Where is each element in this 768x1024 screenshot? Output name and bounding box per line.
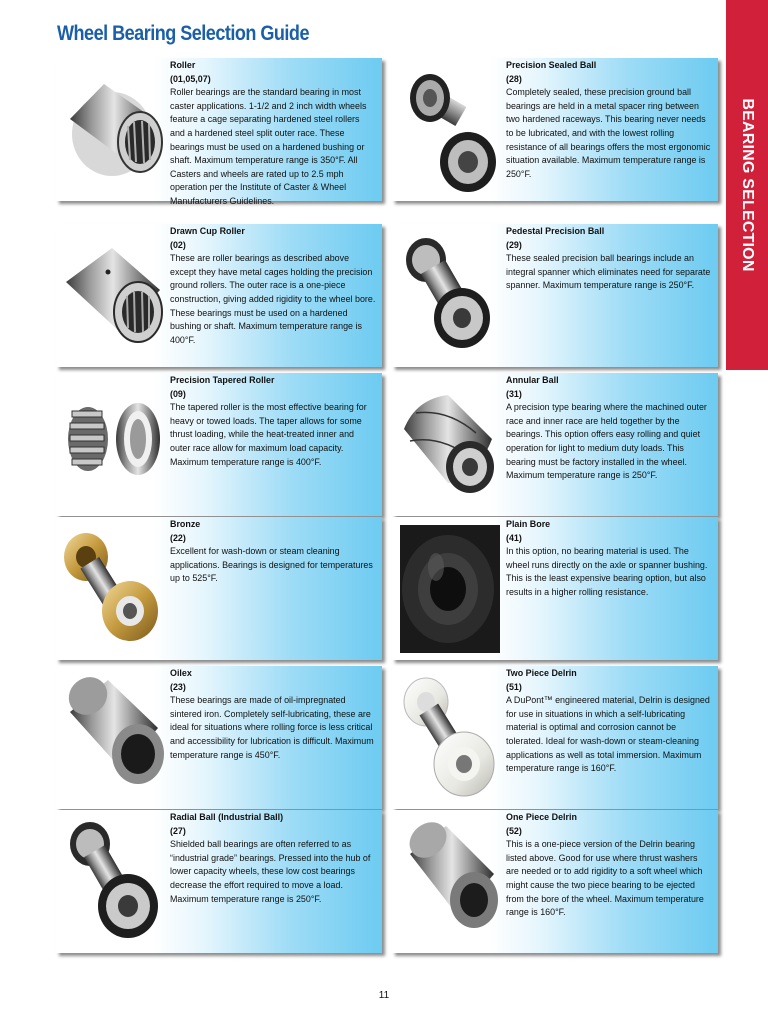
side-tab	[726, 0, 768, 370]
bearing-card-two-piece-delrin	[392, 666, 718, 809]
bearing-description: This is a one-piece version of the Delrin bearing listed above. Good for use where thrust washers are needed or to add rigidity to a soft wheel which might cause the two piece bearing to be ejected from the bore of the wheel. Maximum temperature range is 160°F.	[506, 839, 704, 919]
bearing-name: Precision Sealed Ball	[506, 60, 597, 71]
bearing-code: (51)	[506, 681, 522, 693]
pedestal-precision-ball-image	[396, 230, 500, 360]
bearing-description: A precision type bearing where the machined outer race and inner race are held together by the bearings. This option offers easy rolling and quiet operation for light to medium duty loads. This bearing must be factory installed in the wheel. Maximum temperature range is 250°F.	[506, 402, 707, 482]
bearing-description: These are roller bearings as described above except they have metal cages holding the precision ground rollers. The outer race is a one-piece construction, giving added rigidity to the wheel bore. These bearings must be used on a hardened bushing or shaft. Maximum temperature range is 400°F.	[170, 253, 376, 346]
bearing-code: (52)	[506, 825, 522, 837]
bearing-code: (29)	[506, 239, 522, 251]
bearing-card-annular-ball	[392, 373, 718, 516]
bearing-name: Two Piece Delrin	[506, 668, 577, 679]
bearing-card-bronze	[56, 517, 382, 660]
bearing-name: Bronze	[170, 519, 201, 530]
bearing-code: (01,05,07)	[170, 73, 211, 85]
bearing-description: Completely sealed, these precision ground ball bearings are held in a metal spacer ring between two hardened raceways. This bearing never needs to be lubricated, and with the lowest rolling resistance of all bearings offers the most ergonomic situation available. Maximum temperature range is 250°F.	[506, 87, 711, 180]
page-number: 11	[378, 990, 390, 1001]
bronze-bearing-image	[60, 523, 164, 653]
bearing-description: These bearings are made of oil-impregnated sintered iron. Completely self-lubricating, these are ideal for situations where rolling force is less critical and accessibility for lubrication is difficult. Maximum temperature range is 450°F.	[170, 695, 374, 761]
side-tab-label: BEARING SELECTION	[739, 98, 756, 272]
bearing-name: Drawn Cup Roller	[170, 226, 245, 237]
bearing-code: (27)	[170, 825, 186, 837]
bearing-card-oilex	[56, 666, 382, 809]
one-piece-delrin-image	[396, 816, 500, 946]
two-piece-delrin-image	[396, 672, 500, 802]
oilex-bearing-image	[60, 672, 164, 802]
bearing-description: The tapered roller is the most effective bearing for heavy or towed loads. The taper allows for some thrust loading, while the heat-treated inner and outer race allow for maximum load capacity. Maximum temperature range is 400°F.	[170, 402, 367, 468]
precision-sealed-ball-image	[396, 64, 500, 194]
bearing-description: These sealed precision ball bearings include an integral spanner which eliminates need for separate spanner. Maximum temperature range is 250°F.	[506, 253, 711, 292]
annular-ball-image	[396, 379, 500, 509]
bearing-code: (22)	[170, 532, 186, 544]
bearing-card-radial-ball	[56, 810, 382, 953]
bearing-card-roller	[56, 58, 382, 207]
plain-bore-image	[396, 523, 500, 653]
bearing-name: Pedestal Precision Ball	[506, 226, 605, 237]
bearing-code: (02)	[170, 239, 186, 251]
bearing-name: Roller	[170, 60, 196, 71]
bearing-card-plain-bore	[392, 517, 718, 660]
bearing-code: (09)	[170, 388, 186, 400]
bearing-code: (31)	[506, 388, 522, 400]
bearing-name: Oilex	[170, 668, 192, 679]
bearing-card-drawn-cup-roller	[56, 224, 382, 367]
radial-ball-image	[60, 816, 164, 946]
bearing-description: In this option, no bearing material is used. The wheel runs directly on the axle or spanner bushing. This is the least expensive bearing option, but also results in a higher rolling resistance.	[506, 546, 708, 598]
bearing-description: Roller bearings are the standard bearing in most caster applications. 1-1/2 and 2 inch width wheels feature a cage separating hardened steel rollers and a hardened steel split outer race. These bearings must be used on a hardened bushing or shaft. Maximum temperature range is 350°F. All Casters and wheels are rated up to 2.5 mph operation per the Institute of Caster & Wheel Manufacturers Guidelines.	[170, 87, 367, 207]
bearing-name: Precision Tapered Roller	[170, 375, 275, 386]
bearing-card-one-piece-delrin	[392, 810, 718, 953]
drawn-cup-roller-image	[60, 230, 164, 360]
bearing-card-precision-sealed-ball	[392, 58, 718, 201]
bearing-card-pedestal-precision-ball	[392, 224, 718, 367]
bearing-description: Excellent for wash-down or steam cleaning applications. Bearings is designed for temperatures up to 525°F.	[170, 546, 373, 585]
bearing-description: Shielded ball bearings are often referred to as “industrial grade” bearings. Pressed into the hub of lower capacity wheels, these low cost bearings decrease the effort required to move a load. Maximum temperature range is 250°F.	[170, 839, 371, 905]
bearing-code: (23)	[170, 681, 186, 693]
bearing-code: (28)	[506, 73, 522, 85]
page-title: Wheel Bearing Selection Guide	[57, 22, 309, 45]
bearing-name: Annular Ball	[506, 375, 559, 386]
roller-bearing-image	[60, 64, 164, 194]
bearing-name: One Piece Delrin	[506, 812, 577, 823]
bearing-name: Radial Ball (Industrial Ball)	[170, 812, 284, 823]
bearing-code: (41)	[506, 532, 522, 544]
bearing-name: Plain Bore	[506, 519, 551, 530]
bearing-card-precision-tapered-roller	[56, 373, 382, 516]
bearing-description: A DuPont™ engineered material, Delrin is designed for use in situations in which a self-lubricating material is optimal and corrosion cannot be tolerated. Ideal for wash-down or steam-cleaning applications as well as total immersion. Maximum temperature range is 160°F.	[506, 695, 710, 775]
precision-tapered-roller-image	[60, 379, 164, 509]
